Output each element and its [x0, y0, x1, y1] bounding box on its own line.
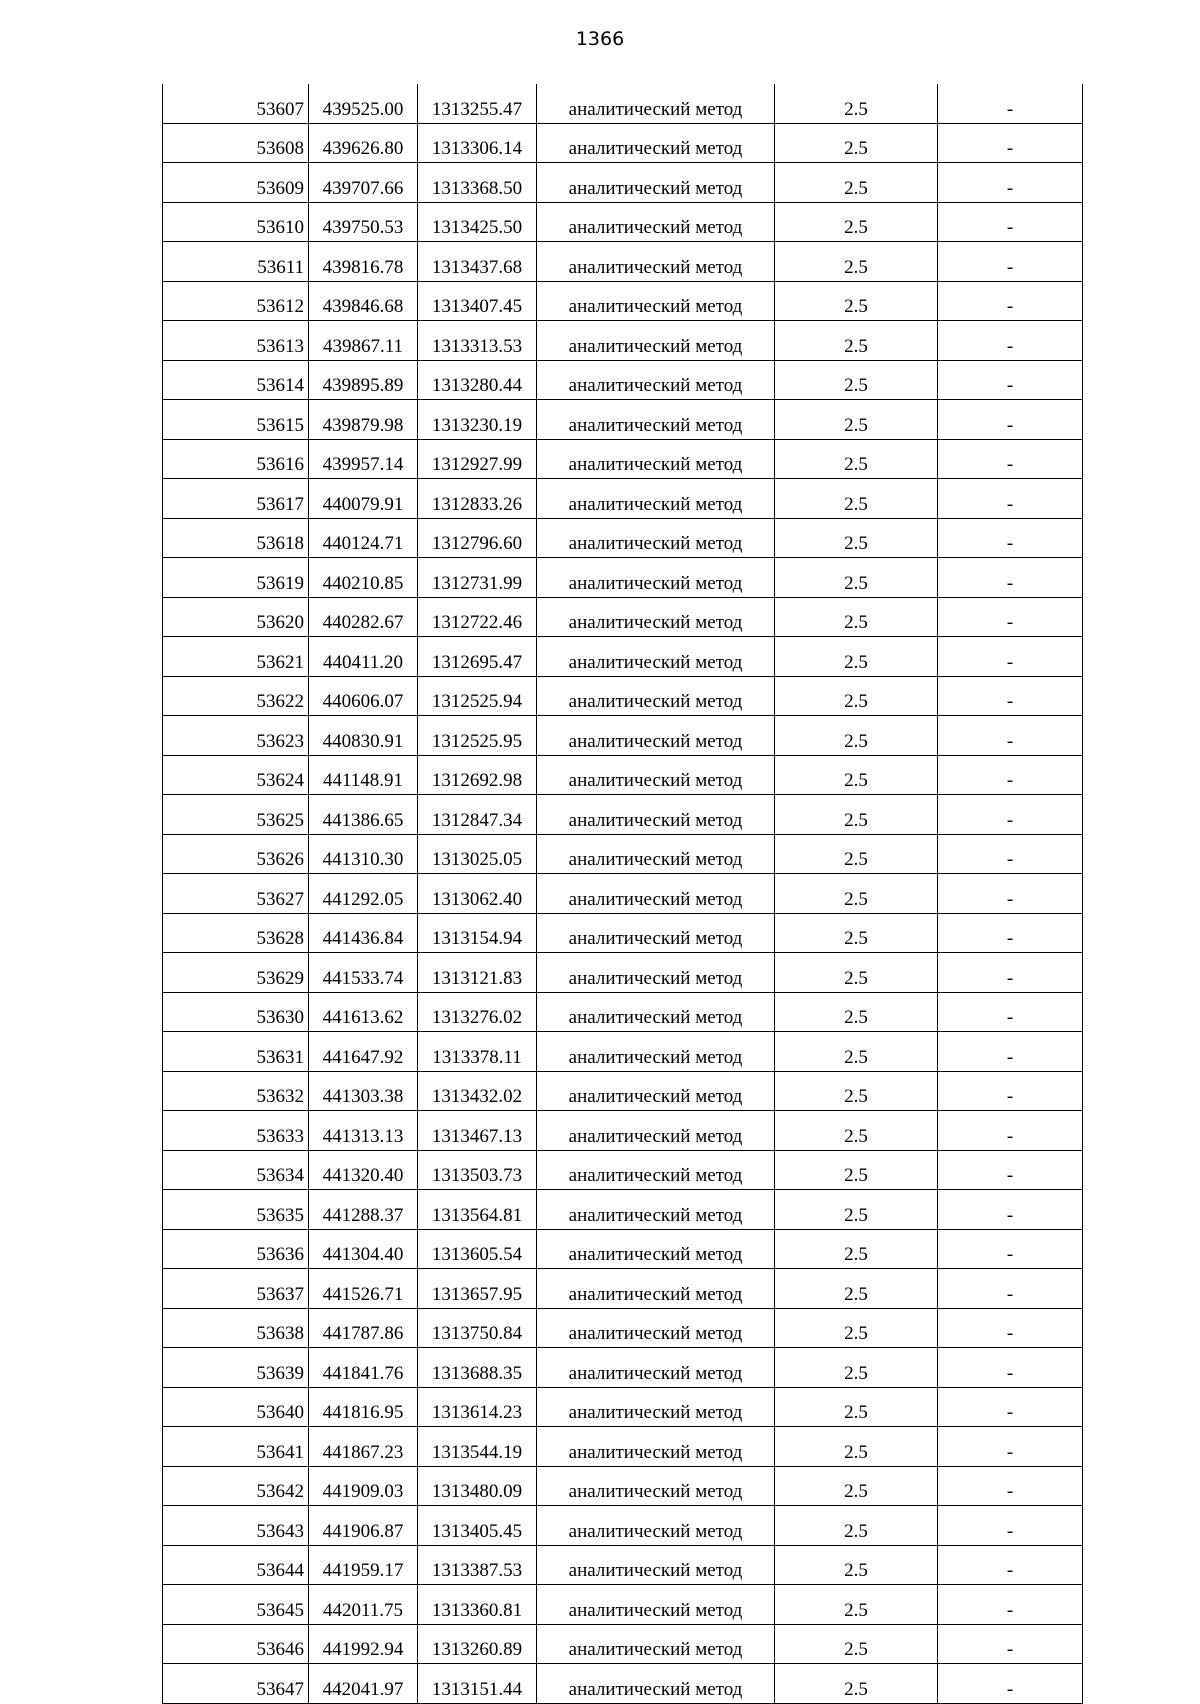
method-cell: аналитический метод — [537, 637, 775, 677]
accuracy-cell: 2.5 — [775, 281, 938, 321]
point-number-cell: 53607 — [163, 84, 309, 123]
x-coordinate-cell: 439846.68 — [309, 281, 418, 321]
point-number-cell: 53637 — [163, 1269, 309, 1309]
accuracy-cell: 2.5 — [775, 1269, 938, 1309]
point-number-cell: 53609 — [163, 163, 309, 203]
y-coordinate-cell: 1312847.34 — [418, 795, 537, 835]
accuracy-cell: 2.5 — [775, 716, 938, 756]
table-row — [163, 1150, 1083, 1190]
point-number-cell: 53647 — [163, 1664, 309, 1704]
y-coordinate-cell: 1312692.98 — [418, 755, 537, 795]
coordinates-table — [162, 84, 1083, 1704]
method-cell: аналитический метод — [537, 558, 775, 598]
accuracy-cell: 2.5 — [775, 1032, 938, 1072]
note-cell: - — [938, 992, 1083, 1032]
method-cell: аналитический метод — [537, 479, 775, 519]
note-cell: - — [938, 1150, 1083, 1190]
table-row — [163, 1387, 1083, 1427]
y-coordinate-cell: 1312695.47 — [418, 637, 537, 677]
note-cell: - — [938, 676, 1083, 716]
method-cell: аналитический метод — [537, 1348, 775, 1388]
x-coordinate-cell: 441310.30 — [309, 834, 418, 874]
note-cell: - — [938, 400, 1083, 440]
table-row — [163, 1664, 1083, 1704]
accuracy-cell: 2.5 — [775, 1190, 938, 1230]
point-number-cell: 53613 — [163, 321, 309, 361]
x-coordinate-cell: 441867.23 — [309, 1427, 418, 1467]
table-row — [163, 1427, 1083, 1467]
note-cell: - — [938, 202, 1083, 242]
x-coordinate-cell: 441787.86 — [309, 1308, 418, 1348]
table-row — [163, 597, 1083, 637]
table-row — [163, 1190, 1083, 1230]
method-cell: аналитический метод — [537, 1229, 775, 1269]
note-cell: - — [938, 716, 1083, 756]
accuracy-cell: 2.5 — [775, 202, 938, 242]
method-cell: аналитический метод — [537, 123, 775, 163]
x-coordinate-cell: 441320.40 — [309, 1150, 418, 1190]
table-row — [163, 992, 1083, 1032]
note-cell: - — [938, 1624, 1083, 1664]
y-coordinate-cell: 1312927.99 — [418, 439, 537, 479]
point-number-cell: 53635 — [163, 1190, 309, 1230]
table-row — [163, 558, 1083, 598]
y-coordinate-cell: 1313276.02 — [418, 992, 537, 1032]
point-number-cell: 53625 — [163, 795, 309, 835]
y-coordinate-cell: 1313480.09 — [418, 1466, 537, 1506]
method-cell: аналитический метод — [537, 1032, 775, 1072]
method-cell: аналитический метод — [537, 1269, 775, 1309]
method-cell: аналитический метод — [537, 834, 775, 874]
table-row — [163, 795, 1083, 835]
point-number-cell: 53624 — [163, 755, 309, 795]
x-coordinate-cell: 440830.91 — [309, 716, 418, 756]
method-cell: аналитический метод — [537, 1664, 775, 1704]
x-coordinate-cell: 441841.76 — [309, 1348, 418, 1388]
point-number-cell: 53622 — [163, 676, 309, 716]
point-number-cell: 53628 — [163, 913, 309, 953]
y-coordinate-cell: 1313407.45 — [418, 281, 537, 321]
method-cell: аналитический метод — [537, 518, 775, 558]
accuracy-cell: 2.5 — [775, 1229, 938, 1269]
table-row — [163, 439, 1083, 479]
point-number-cell: 53610 — [163, 202, 309, 242]
accuracy-cell: 2.5 — [775, 518, 938, 558]
x-coordinate-cell: 441526.71 — [309, 1269, 418, 1309]
accuracy-cell: 2.5 — [775, 1624, 938, 1664]
point-number-cell: 53618 — [163, 518, 309, 558]
accuracy-cell: 2.5 — [775, 1071, 938, 1111]
accuracy-cell: 2.5 — [775, 953, 938, 993]
x-coordinate-cell: 439525.00 — [309, 84, 418, 123]
x-coordinate-cell: 442041.97 — [309, 1664, 418, 1704]
y-coordinate-cell: 1313368.50 — [418, 163, 537, 203]
note-cell: - — [938, 479, 1083, 519]
x-coordinate-cell: 441436.84 — [309, 913, 418, 953]
accuracy-cell: 2.5 — [775, 834, 938, 874]
point-number-cell: 53631 — [163, 1032, 309, 1072]
point-number-cell: 53642 — [163, 1466, 309, 1506]
method-cell: аналитический метод — [537, 755, 775, 795]
point-number-cell: 53614 — [163, 360, 309, 400]
x-coordinate-cell: 439816.78 — [309, 242, 418, 282]
y-coordinate-cell: 1313432.02 — [418, 1071, 537, 1111]
point-number-cell: 53644 — [163, 1545, 309, 1585]
method-cell: аналитический метод — [537, 953, 775, 993]
accuracy-cell: 2.5 — [775, 874, 938, 914]
accuracy-cell: 2.5 — [775, 992, 938, 1032]
accuracy-cell: 2.5 — [775, 558, 938, 598]
note-cell: - — [938, 637, 1083, 677]
y-coordinate-cell: 1313260.89 — [418, 1624, 537, 1664]
note-cell: - — [938, 321, 1083, 361]
note-cell: - — [938, 163, 1083, 203]
x-coordinate-cell: 441313.13 — [309, 1111, 418, 1151]
method-cell: аналитический метод — [537, 281, 775, 321]
method-cell: аналитический метод — [537, 321, 775, 361]
accuracy-cell: 2.5 — [775, 1585, 938, 1625]
note-cell: - — [938, 1190, 1083, 1230]
note-cell: - — [938, 874, 1083, 914]
note-cell: - — [938, 1308, 1083, 1348]
point-number-cell: 53646 — [163, 1624, 309, 1664]
x-coordinate-cell: 439867.11 — [309, 321, 418, 361]
table-row — [163, 953, 1083, 993]
y-coordinate-cell: 1313025.05 — [418, 834, 537, 874]
accuracy-cell: 2.5 — [775, 637, 938, 677]
x-coordinate-cell: 442011.75 — [309, 1585, 418, 1625]
note-cell: - — [938, 1545, 1083, 1585]
method-cell: аналитический метод — [537, 242, 775, 282]
table-row — [163, 360, 1083, 400]
table-row — [163, 755, 1083, 795]
method-cell: аналитический метод — [537, 400, 775, 440]
point-number-cell: 53632 — [163, 1071, 309, 1111]
method-cell: аналитический метод — [537, 1190, 775, 1230]
accuracy-cell: 2.5 — [775, 913, 938, 953]
method-cell: аналитический метод — [537, 716, 775, 756]
y-coordinate-cell: 1312722.46 — [418, 597, 537, 637]
method-cell: аналитический метод — [537, 1150, 775, 1190]
point-number-cell: 53611 — [163, 242, 309, 282]
method-cell: аналитический метод — [537, 1387, 775, 1427]
note-cell: - — [938, 1387, 1083, 1427]
accuracy-cell: 2.5 — [775, 795, 938, 835]
point-number-cell: 53639 — [163, 1348, 309, 1388]
point-number-cell: 53615 — [163, 400, 309, 440]
note-cell: - — [938, 1071, 1083, 1111]
x-coordinate-cell: 440210.85 — [309, 558, 418, 598]
note-cell: - — [938, 597, 1083, 637]
note-cell: - — [938, 755, 1083, 795]
table-row — [163, 281, 1083, 321]
accuracy-cell: 2.5 — [775, 479, 938, 519]
table-body — [163, 84, 1083, 1703]
x-coordinate-cell: 440606.07 — [309, 676, 418, 716]
method-cell: аналитический метод — [537, 992, 775, 1032]
note-cell: - — [938, 242, 1083, 282]
y-coordinate-cell: 1313154.94 — [418, 913, 537, 953]
point-number-cell: 53612 — [163, 281, 309, 321]
table-row — [163, 518, 1083, 558]
point-number-cell: 53620 — [163, 597, 309, 637]
note-cell: - — [938, 913, 1083, 953]
x-coordinate-cell: 441288.37 — [309, 1190, 418, 1230]
x-coordinate-cell: 441303.38 — [309, 1071, 418, 1111]
note-cell: - — [938, 558, 1083, 598]
x-coordinate-cell: 441386.65 — [309, 795, 418, 835]
y-coordinate-cell: 1313425.50 — [418, 202, 537, 242]
y-coordinate-cell: 1313750.84 — [418, 1308, 537, 1348]
method-cell: аналитический метод — [537, 874, 775, 914]
point-number-cell: 53629 — [163, 953, 309, 993]
x-coordinate-cell: 440124.71 — [309, 518, 418, 558]
accuracy-cell: 2.5 — [775, 84, 938, 123]
note-cell: - — [938, 281, 1083, 321]
method-cell: аналитический метод — [537, 202, 775, 242]
y-coordinate-cell: 1313378.11 — [418, 1032, 537, 1072]
point-number-cell: 53627 — [163, 874, 309, 914]
point-number-cell: 53617 — [163, 479, 309, 519]
y-coordinate-cell: 1313467.13 — [418, 1111, 537, 1151]
table-row — [163, 834, 1083, 874]
accuracy-cell: 2.5 — [775, 242, 938, 282]
point-number-cell: 53623 — [163, 716, 309, 756]
page-number: 1366 — [575, 28, 625, 50]
accuracy-cell: 2.5 — [775, 597, 938, 637]
method-cell: аналитический метод — [537, 1506, 775, 1546]
table-row — [163, 1111, 1083, 1151]
table-row — [163, 1308, 1083, 1348]
note-cell: - — [938, 795, 1083, 835]
table-row — [163, 676, 1083, 716]
accuracy-cell: 2.5 — [775, 1664, 938, 1704]
table-row — [163, 321, 1083, 361]
y-coordinate-cell: 1313688.35 — [418, 1348, 537, 1388]
x-coordinate-cell: 439879.98 — [309, 400, 418, 440]
method-cell: аналитический метод — [537, 163, 775, 203]
x-coordinate-cell: 441647.92 — [309, 1032, 418, 1072]
note-cell: - — [938, 439, 1083, 479]
method-cell: аналитический метод — [537, 1624, 775, 1664]
point-number-cell: 53608 — [163, 123, 309, 163]
accuracy-cell: 2.5 — [775, 123, 938, 163]
x-coordinate-cell: 441533.74 — [309, 953, 418, 993]
accuracy-cell: 2.5 — [775, 755, 938, 795]
method-cell: аналитический метод — [537, 1308, 775, 1348]
method-cell: аналитический метод — [537, 913, 775, 953]
accuracy-cell: 2.5 — [775, 1111, 938, 1151]
accuracy-cell: 2.5 — [775, 1348, 938, 1388]
table-row — [163, 84, 1083, 123]
method-cell: аналитический метод — [537, 439, 775, 479]
table-row — [163, 123, 1083, 163]
x-coordinate-cell: 439750.53 — [309, 202, 418, 242]
method-cell: аналитический метод — [537, 1466, 775, 1506]
note-cell: - — [938, 123, 1083, 163]
method-cell: аналитический метод — [537, 1545, 775, 1585]
y-coordinate-cell: 1313405.45 — [418, 1506, 537, 1546]
accuracy-cell: 2.5 — [775, 1427, 938, 1467]
y-coordinate-cell: 1313306.14 — [418, 123, 537, 163]
y-coordinate-cell: 1313280.44 — [418, 360, 537, 400]
accuracy-cell: 2.5 — [775, 1387, 938, 1427]
accuracy-cell: 2.5 — [775, 163, 938, 203]
table-row — [163, 1506, 1083, 1546]
method-cell: аналитический метод — [537, 676, 775, 716]
x-coordinate-cell: 441909.03 — [309, 1466, 418, 1506]
y-coordinate-cell: 1313151.44 — [418, 1664, 537, 1704]
y-coordinate-cell: 1312731.99 — [418, 558, 537, 598]
y-coordinate-cell: 1313503.73 — [418, 1150, 537, 1190]
table-row — [163, 1229, 1083, 1269]
x-coordinate-cell: 439895.89 — [309, 360, 418, 400]
x-coordinate-cell: 441613.62 — [309, 992, 418, 1032]
y-coordinate-cell: 1313657.95 — [418, 1269, 537, 1309]
x-coordinate-cell: 439957.14 — [309, 439, 418, 479]
x-coordinate-cell: 441304.40 — [309, 1229, 418, 1269]
accuracy-cell: 2.5 — [775, 321, 938, 361]
y-coordinate-cell: 1312525.94 — [418, 676, 537, 716]
note-cell: - — [938, 1269, 1083, 1309]
method-cell: аналитический метод — [537, 1111, 775, 1151]
y-coordinate-cell: 1313121.83 — [418, 953, 537, 993]
point-number-cell: 53633 — [163, 1111, 309, 1151]
y-coordinate-cell: 1313564.81 — [418, 1190, 537, 1230]
y-coordinate-cell: 1313230.19 — [418, 400, 537, 440]
accuracy-cell: 2.5 — [775, 439, 938, 479]
note-cell: - — [938, 953, 1083, 993]
table-row — [163, 163, 1083, 203]
accuracy-cell: 2.5 — [775, 1466, 938, 1506]
y-coordinate-cell: 1313544.19 — [418, 1427, 537, 1467]
x-coordinate-cell: 441992.94 — [309, 1624, 418, 1664]
point-number-cell: 53643 — [163, 1506, 309, 1546]
point-number-cell: 53638 — [163, 1308, 309, 1348]
table-row — [163, 1624, 1083, 1664]
y-coordinate-cell: 1313360.81 — [418, 1585, 537, 1625]
table-row — [163, 1269, 1083, 1309]
accuracy-cell: 2.5 — [775, 1308, 938, 1348]
accuracy-cell: 2.5 — [775, 1150, 938, 1190]
y-coordinate-cell: 1313437.68 — [418, 242, 537, 282]
table-row — [163, 1032, 1083, 1072]
x-coordinate-cell: 441816.95 — [309, 1387, 418, 1427]
method-cell: аналитический метод — [537, 597, 775, 637]
note-cell: - — [938, 1427, 1083, 1467]
point-number-cell: 53636 — [163, 1229, 309, 1269]
note-cell: - — [938, 1348, 1083, 1388]
point-number-cell: 53619 — [163, 558, 309, 598]
y-coordinate-cell: 1313387.53 — [418, 1545, 537, 1585]
table-row — [163, 1348, 1083, 1388]
accuracy-cell: 2.5 — [775, 400, 938, 440]
note-cell: - — [938, 1466, 1083, 1506]
method-cell: аналитический метод — [537, 1427, 775, 1467]
point-number-cell: 53630 — [163, 992, 309, 1032]
table-row — [163, 716, 1083, 756]
accuracy-cell: 2.5 — [775, 1545, 938, 1585]
note-cell: - — [938, 1664, 1083, 1704]
y-coordinate-cell: 1312833.26 — [418, 479, 537, 519]
note-cell: - — [938, 1585, 1083, 1625]
y-coordinate-cell: 1313313.53 — [418, 321, 537, 361]
table-row — [163, 874, 1083, 914]
y-coordinate-cell: 1313605.54 — [418, 1229, 537, 1269]
point-number-cell: 53640 — [163, 1387, 309, 1427]
note-cell: - — [938, 834, 1083, 874]
method-cell: аналитический метод — [537, 1071, 775, 1111]
x-coordinate-cell: 440282.67 — [309, 597, 418, 637]
table-row — [163, 1466, 1083, 1506]
table-row — [163, 1585, 1083, 1625]
table-row — [163, 400, 1083, 440]
note-cell: - — [938, 1111, 1083, 1151]
note-cell: - — [938, 518, 1083, 558]
point-number-cell: 53634 — [163, 1150, 309, 1190]
y-coordinate-cell: 1313614.23 — [418, 1387, 537, 1427]
table-row — [163, 242, 1083, 282]
note-cell: - — [938, 1032, 1083, 1072]
point-number-cell: 53616 — [163, 439, 309, 479]
y-coordinate-cell: 1313062.40 — [418, 874, 537, 914]
table-row — [163, 637, 1083, 677]
x-coordinate-cell: 440411.20 — [309, 637, 418, 677]
x-coordinate-cell: 439707.66 — [309, 163, 418, 203]
method-cell: аналитический метод — [537, 1585, 775, 1625]
method-cell: аналитический метод — [537, 795, 775, 835]
note-cell: - — [938, 1229, 1083, 1269]
accuracy-cell: 2.5 — [775, 676, 938, 716]
point-number-cell: 53641 — [163, 1427, 309, 1467]
note-cell: - — [938, 84, 1083, 123]
x-coordinate-cell: 439626.80 — [309, 123, 418, 163]
y-coordinate-cell: 1313255.47 — [418, 84, 537, 123]
point-number-cell: 53621 — [163, 637, 309, 677]
point-number-cell: 53645 — [163, 1585, 309, 1625]
note-cell: - — [938, 360, 1083, 400]
table-row — [163, 913, 1083, 953]
note-cell: - — [938, 1506, 1083, 1546]
table-row — [163, 202, 1083, 242]
accuracy-cell: 2.5 — [775, 1506, 938, 1546]
method-cell: аналитический метод — [537, 360, 775, 400]
table-row — [163, 1071, 1083, 1111]
method-cell: аналитический метод — [537, 84, 775, 123]
x-coordinate-cell: 441959.17 — [309, 1545, 418, 1585]
x-coordinate-cell: 441906.87 — [309, 1506, 418, 1546]
x-coordinate-cell: 440079.91 — [309, 479, 418, 519]
point-number-cell: 53626 — [163, 834, 309, 874]
y-coordinate-cell: 1312796.60 — [418, 518, 537, 558]
x-coordinate-cell: 441292.05 — [309, 874, 418, 914]
x-coordinate-cell: 441148.91 — [309, 755, 418, 795]
y-coordinate-cell: 1312525.95 — [418, 716, 537, 756]
table-row — [163, 479, 1083, 519]
accuracy-cell: 2.5 — [775, 360, 938, 400]
table-row — [163, 1545, 1083, 1585]
